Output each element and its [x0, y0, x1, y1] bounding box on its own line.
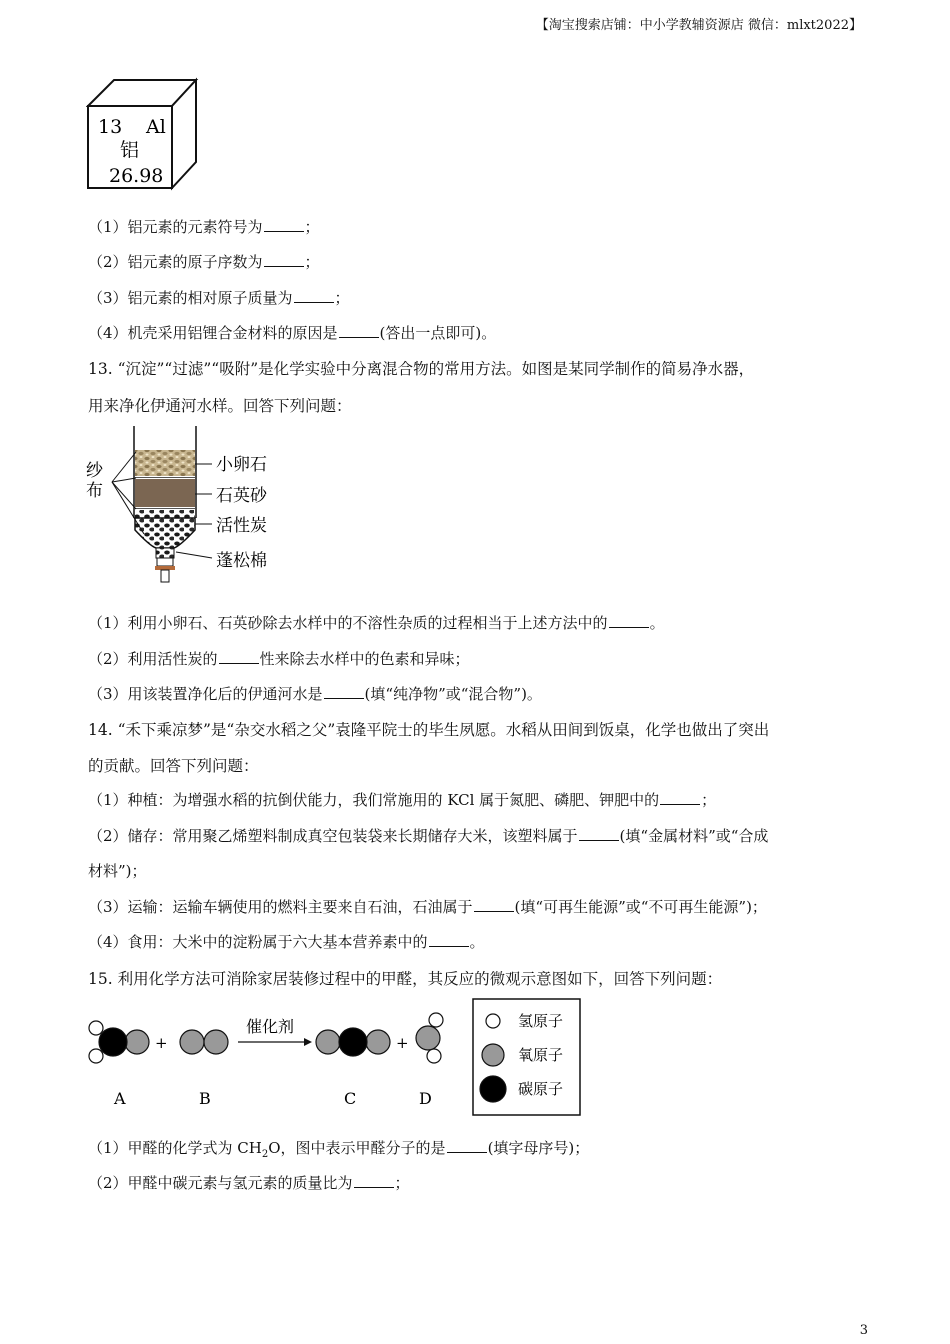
q13-item-3: （3）用该装置净化后的伊通河水是 (填“纯净物”或“混合物”)。 — [88, 685, 542, 703]
q13-item-1: （1）利用小卵石、石英砂除去水样中的不溶性杂质的过程相当于上述方法中的 。 — [88, 614, 665, 632]
element-name: 铝 — [120, 139, 140, 161]
q14-item-3: （3）运输：运输车辆使用的燃料主要来自石油，石油属于 (填“可再生能源”或“不可再生能源”)； — [88, 898, 767, 916]
activated-carbon-label: 活性炭 — [216, 516, 267, 536]
q14-stem-line-2: 的贡献。回答下列问题： — [88, 757, 259, 775]
molecule-b — [180, 1030, 228, 1054]
label-b: B — [199, 1089, 211, 1108]
q14-item-2-continued: 材料”)； — [88, 862, 147, 880]
quartz-sand-layer — [135, 479, 195, 507]
q13-item-2: （2）利用活性炭的 性来除去水样中的色素和异味； — [88, 650, 470, 668]
plus-sign-2: + — [396, 1034, 409, 1052]
molecule-c — [316, 1028, 390, 1056]
answer-blank[interactable] — [474, 899, 514, 912]
answer-blank[interactable] — [354, 1175, 394, 1188]
activated-carbon-layer — [135, 510, 195, 518]
answer-blank[interactable] — [324, 686, 364, 699]
answer-blank[interactable] — [579, 828, 619, 841]
page-number: 3 — [859, 1323, 868, 1338]
pebble-label: 小卵石 — [216, 455, 267, 475]
q13-stem-line-2: 用来净化伊通河水样。回答下列问题： — [88, 397, 352, 415]
answer-blank[interactable] — [447, 1140, 487, 1153]
answer-blank[interactable] — [219, 651, 259, 664]
q14-item-4: （4）食用：大米中的淀粉属于六大基本营养素中的 。 — [88, 933, 485, 951]
answer-blank[interactable] — [339, 325, 379, 338]
hydrogen-atom-icon — [486, 1014, 500, 1028]
water-filter-figure — [84, 424, 284, 586]
atomic-mass: 26.98 — [109, 165, 164, 187]
label-d: D — [419, 1089, 432, 1108]
q15-stem: 15. 利用化学方法可消除家居装修过程中的甲醛，其反应的微观示意图如下，回答下列问题： — [88, 970, 723, 988]
quartz-sand-label: 石英砂 — [216, 486, 267, 506]
q15-item-1: （1）甲醛的化学式为 $CH_2O$，图中表示甲醛分子的是 (填字母序号)； — [88, 1139, 590, 1160]
page-header: 【淘宝搜索店铺：中小学教辅资源店 微信：mlxt2022】 — [535, 18, 862, 33]
answer-blank[interactable] — [264, 219, 304, 232]
atomic-number: 13 — [98, 116, 123, 138]
answer-blank[interactable] — [660, 792, 700, 805]
pebble-layer — [135, 450, 195, 476]
label-c: C — [344, 1089, 357, 1108]
gauze-label-2: 布 — [86, 481, 103, 501]
q12-item-4: （4）机壳采用铝锂合金材料的原因是 (答出一点即可)。 — [88, 324, 497, 342]
label-a: A — [114, 1089, 126, 1108]
catalyst-label: 催化剂 — [246, 1017, 295, 1036]
q14-item-1: （1）种植：为增强水稻的抗倒伏能力，我们常施用的 KCl 属于氮肥、磷肥、钾肥中的 ； — [88, 791, 717, 809]
cotton-label: 蓬松棉 — [216, 551, 267, 571]
q12-item-2: （2）铝元素的原子序数为 ； — [88, 253, 320, 271]
molecule-a — [89, 1021, 149, 1063]
oxygen-atom-icon — [482, 1044, 504, 1066]
q14-item-2: （2）储存：常用聚乙烯塑料制成真空包装袋来长期储存大米，该塑料属于 (填“金属材料”或“合成 — [88, 827, 769, 845]
filter-nozzle — [157, 558, 173, 566]
activated-carbon-funnel — [135, 518, 195, 548]
q15-item-2: （2）甲醛中碳元素与氢元素的质量比为 ； — [88, 1174, 410, 1192]
answer-blank[interactable] — [264, 254, 304, 267]
filter-outlet — [161, 570, 169, 582]
element-symbol: Al — [146, 116, 166, 138]
answer-blank[interactable] — [609, 615, 649, 628]
q12-item-1: （1）铝元素的元素符号为 ； — [88, 218, 320, 236]
legend-hydrogen: 氢原子 — [518, 1012, 564, 1030]
answer-blank[interactable] — [429, 934, 469, 947]
legend-carbon: 碳原子 — [518, 1080, 564, 1098]
plus-sign-1: + — [155, 1034, 168, 1052]
element-card-figure — [86, 76, 200, 192]
cotton-layer — [156, 548, 174, 558]
answer-blank[interactable] — [294, 290, 334, 303]
legend-oxygen: 氧原子 — [518, 1046, 564, 1064]
q13-stem-line-1: 13. “沉淀”“过滤”“吸附”是化学实验中分离混合物的常用方法。如图是某同学制作的简易净水器， — [88, 360, 755, 378]
reaction-diagram — [82, 998, 584, 1118]
gauze-label-1: 纱 — [86, 461, 103, 481]
carbon-atom-icon — [480, 1076, 506, 1102]
molecule-d — [416, 1013, 443, 1063]
q14-stem-line-1: 14. “禾下乘凉梦”是“杂交水稻之父”袁隆平院士的毕生夙愿。水稻从田间到饭桌，化学也做出了突出 — [88, 721, 770, 739]
q12-item-3: （3）铝元素的相对原子质量为 ； — [88, 289, 350, 307]
